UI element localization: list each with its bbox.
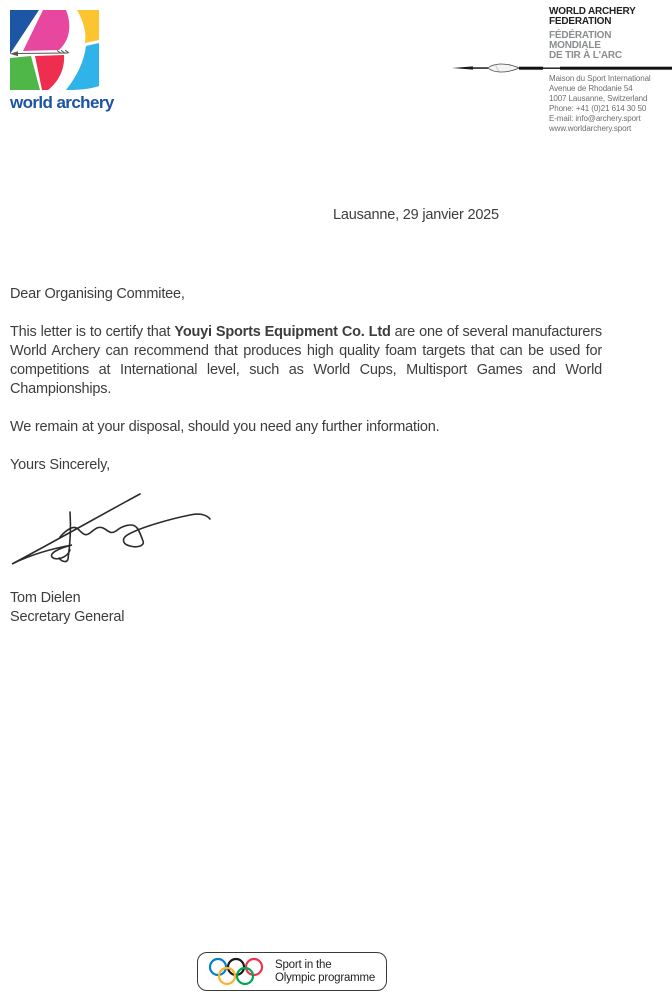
org-name-block — [549, 7, 636, 61]
certification-paragraph — [10, 323, 602, 399]
company-name: Youyi Sports Equipment Co. Ltd — [174, 324, 391, 340]
address-line-street: Avenue de Rhodanie 54 — [549, 84, 633, 93]
org-name-en-line2: FEDERATION — [549, 16, 612, 27]
org-name-en-line1: WORLD ARCHERY — [549, 6, 636, 17]
paragraph-rest-text: are one of several manufacturers World Archery can recommend that produces high quality foam targets that can be used for competitions at International level, such as World Cups, Multisport Games and World Championships. — [10, 324, 602, 397]
address-line-city: 1007 Lausanne, Switzerland — [549, 94, 648, 103]
address-block — [549, 74, 651, 134]
org-name-fr-line2: MONDIALE — [549, 40, 601, 51]
closing-line: Yours Sincerely, — [10, 457, 110, 473]
address-line-website: www.worldarchery.sport — [549, 124, 632, 133]
date-line: Lausanne, 29 janvier 2025 — [333, 207, 499, 223]
olympic-programme-badge — [197, 952, 387, 991]
address-line-phone: Phone: +41 (0)21 614 30 50 — [549, 104, 647, 113]
signature-handwriting — [0, 485, 230, 580]
signer-title: Secretary General — [10, 609, 125, 625]
world-archery-logo — [10, 10, 130, 113]
org-name-fr-line1: FÉDÉRATION — [549, 30, 612, 41]
olympic-rings-icon — [208, 956, 266, 988]
disposal-paragraph: We remain at your disposal, should you need any further information. — [10, 419, 440, 435]
signer-block — [10, 589, 124, 627]
letter-body — [10, 285, 602, 494]
paragraph-intro-text: This letter is to certify that — [10, 324, 175, 340]
org-name-fr-line3: DE TIR À L'ARC — [549, 50, 622, 61]
badge-text-line2: Olympic programme — [275, 971, 376, 984]
salutation: Dear Organising Commitee, — [10, 286, 185, 302]
address-line-building: Maison du Sport International — [549, 74, 651, 83]
world-archery-logo-icon — [10, 10, 99, 90]
arrow-rule-icon — [450, 61, 672, 75]
signer-name: Tom Dielen — [10, 590, 81, 606]
address-line-email: E-mail: info@archery.sport — [549, 114, 641, 123]
world-archery-wordmark: world archery — [10, 93, 114, 112]
badge-text-line1: Sport in the — [275, 958, 332, 971]
